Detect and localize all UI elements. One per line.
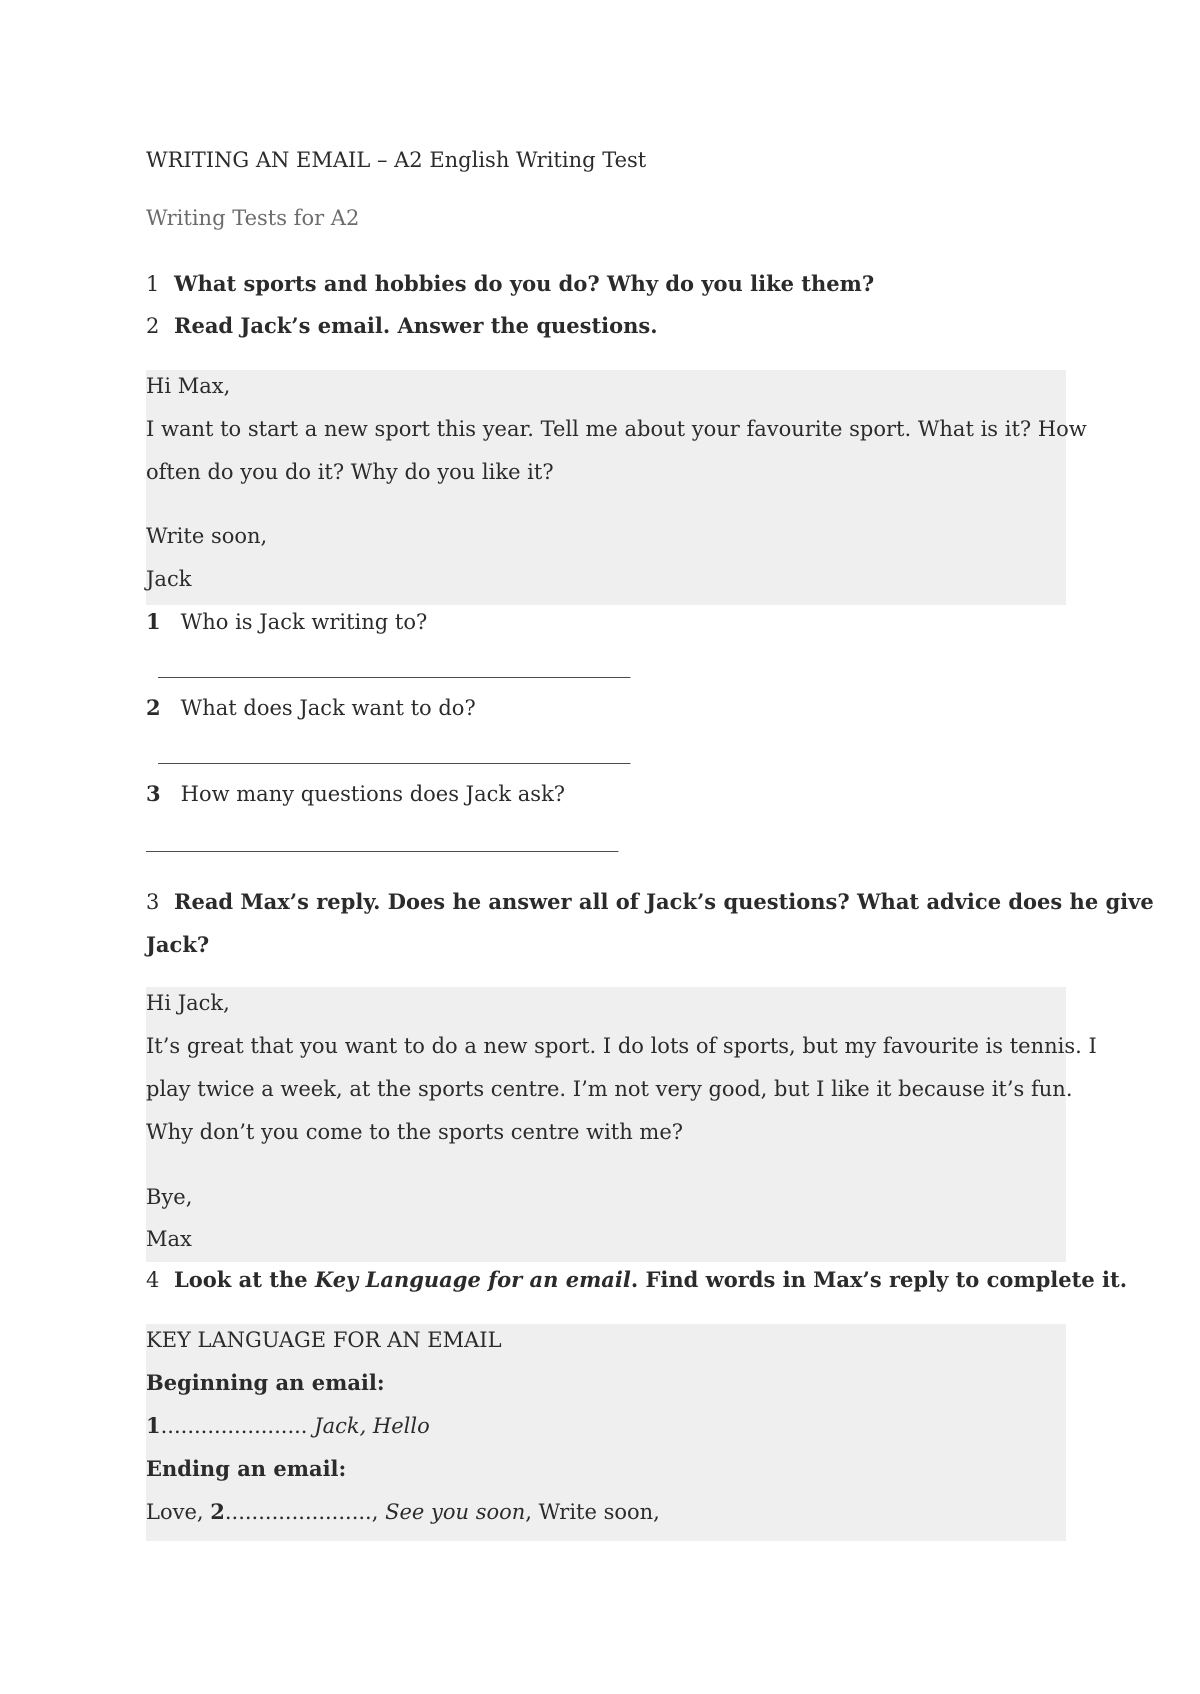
beginning-line: [146, 1412, 430, 1440]
task-4-text-end: . Find words in Max’s reply to complete it.: [630, 1267, 1127, 1292]
email-greeting: Hi Jack,: [146, 991, 230, 1015]
answer-blank-3[interactable]: _____________________________________________: [146, 828, 619, 852]
ending-label: Ending an email:: [146, 1456, 347, 1481]
task-4: [146, 1266, 1127, 1294]
gap-number: 1: [146, 1413, 161, 1438]
task-2-text: Read Jack’s email. Answer the questions.: [174, 313, 658, 338]
email-closing: Write soon,: [146, 524, 268, 548]
jack-email-box: [146, 370, 1087, 605]
email-signature: Max: [146, 1227, 192, 1251]
email-signature: Jack: [146, 567, 192, 591]
answer-blank-2[interactable]: _____________________________________________: [158, 740, 631, 764]
ending-line: [146, 1498, 660, 1526]
question-number: 2: [146, 695, 161, 720]
question-text: What does Jack want to do?: [180, 696, 476, 720]
email-closing: Bye,: [146, 1185, 193, 1209]
ending-separator: ,: [371, 1500, 386, 1524]
email-body-line: It’s great that you want to do a new sport. I do lots of sports, but my favourite is tennis. I: [146, 1034, 1097, 1058]
task-1: [146, 270, 874, 298]
task-3-text: Read Max’s reply. Does he answer all of Jack’s questions? What advice does he give: [174, 889, 1154, 914]
task-1-number: 1: [146, 272, 160, 296]
question-number: 1: [146, 609, 161, 634]
key-language-heading: KEY LANGUAGE FOR AN EMAIL: [146, 1328, 502, 1352]
task-3-number: 3: [146, 890, 160, 914]
email-body-line: often do you do it? Why do you like it?: [146, 460, 554, 484]
task-2-number: 2: [146, 314, 160, 338]
task-4-italic-text: Key Language for an email: [314, 1267, 631, 1292]
task-3-line: [146, 888, 1154, 916]
question-text: How many questions does Jack ask?: [180, 782, 566, 806]
key-language-box: [146, 1324, 1066, 1541]
task-4-text: Look at the: [174, 1267, 315, 1292]
email-greeting: Hi Max,: [146, 374, 231, 398]
ending-italic: See you soon: [385, 1500, 526, 1524]
email-body-line: Why don’t you come to the sports centre with me?: [146, 1120, 684, 1144]
beginning-label: Beginning an email:: [146, 1370, 385, 1395]
question-text: Who is Jack writing to?: [180, 610, 428, 634]
task-3-line-2: Jack?: [146, 932, 210, 957]
ending-pre: Love,: [146, 1500, 211, 1524]
email-body-line: play twice a week, at the sports centre. I’m not very good, but I like it because it’s fun.: [146, 1077, 1073, 1101]
beginning-rest: Jack, Hello: [307, 1414, 430, 1438]
task-4-number: 4: [146, 1268, 160, 1292]
task-1-text: What sports and hobbies do you do? Why do you like them?: [174, 271, 875, 296]
gap-dots[interactable]: ......................: [224, 1500, 372, 1524]
question-2: [146, 694, 476, 722]
gap-number: 2: [210, 1499, 225, 1524]
gap-dots[interactable]: ......................: [160, 1414, 308, 1438]
page-title: WRITING AN EMAIL – A2 English Writing Test: [146, 148, 647, 172]
email-body-line: I want to start a new sport this year. Tell me about your favourite sport. What is it? How: [146, 417, 1087, 441]
answer-blank-1[interactable]: _____________________________________________: [158, 654, 631, 678]
task-2: [146, 312, 658, 340]
question-1: [146, 608, 427, 636]
page-subtitle: Writing Tests for A2: [146, 206, 360, 230]
question-number: 3: [146, 781, 161, 806]
question-3: [146, 780, 565, 808]
max-email-box: [146, 987, 1097, 1262]
ending-rest: , Write soon,: [525, 1500, 660, 1524]
